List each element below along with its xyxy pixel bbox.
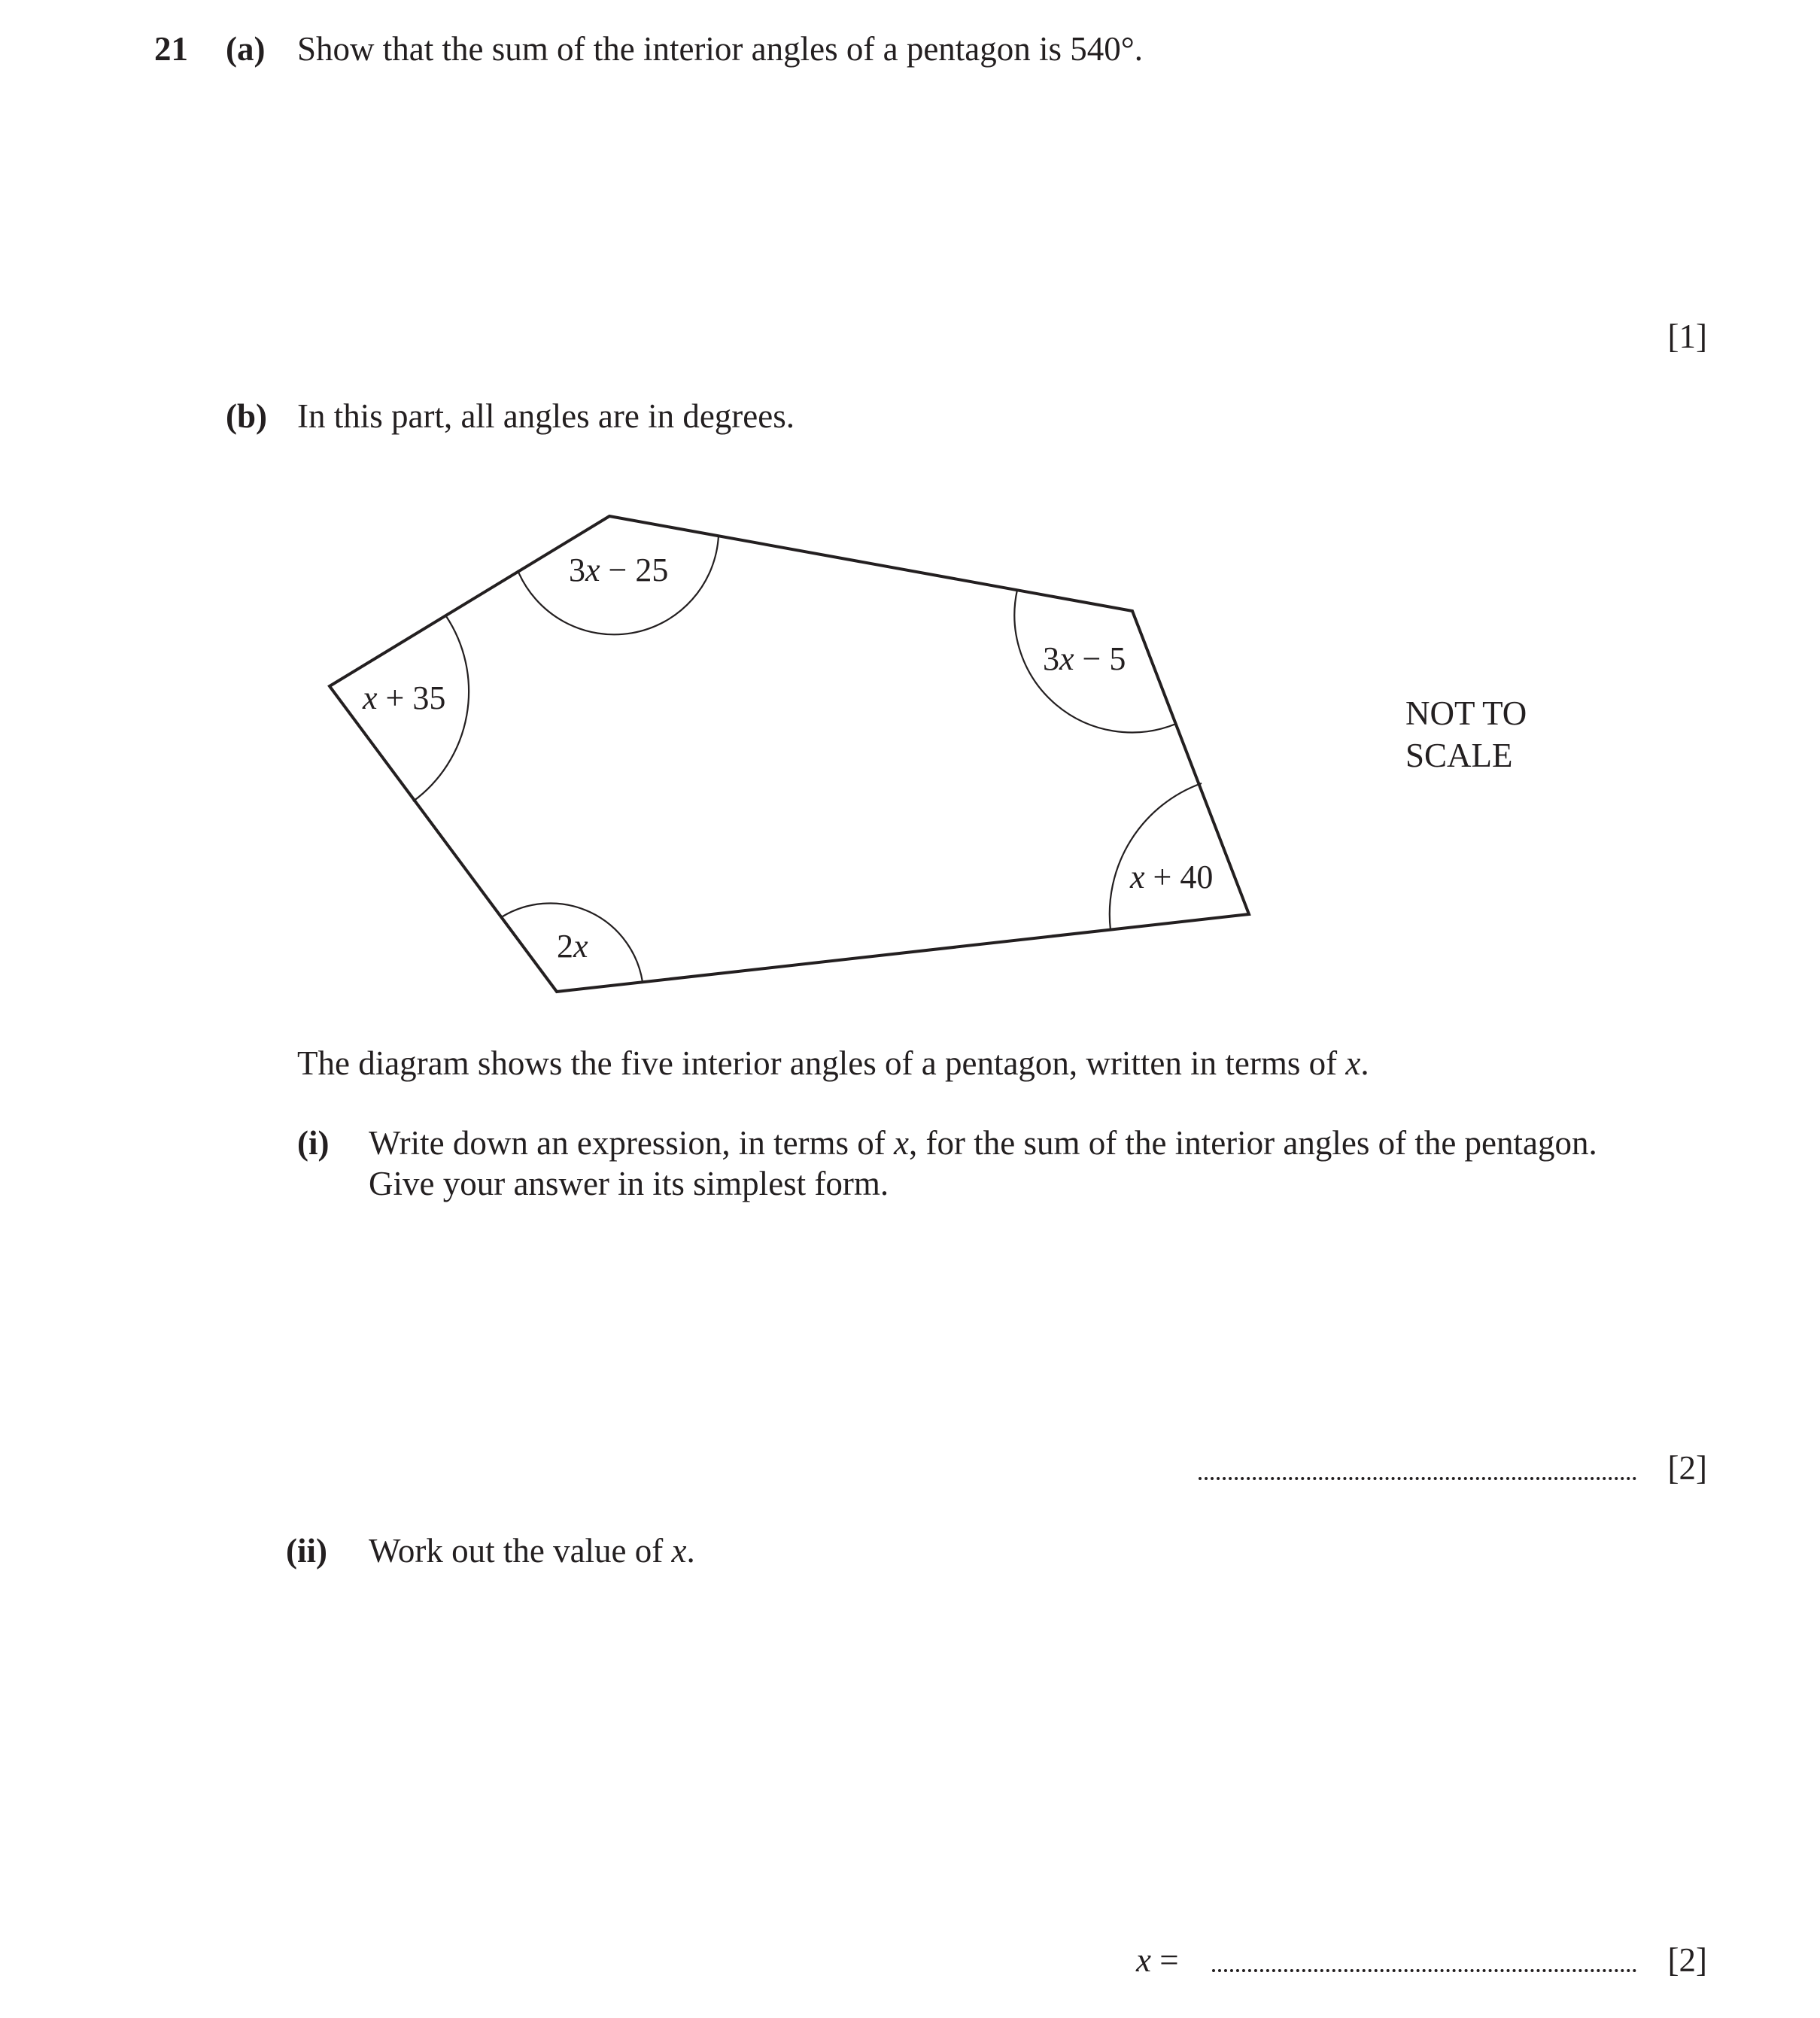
sub-i-label: (i): [297, 1124, 330, 1162]
diagram-description: The diagram shows the five interior angles of a pentagon, written in terms of x.: [297, 1044, 1369, 1082]
sub-ii-text: Work out the value of x.: [369, 1532, 695, 1570]
part-b-label: (b): [226, 397, 267, 435]
angle-arc-right-top: [1014, 590, 1176, 732]
sub-ii-marks: [2]: [1667, 1941, 1707, 1979]
not-to-scale-line1: NOT TO: [1405, 694, 1527, 732]
sub-ii-answer-prefix: x =: [1136, 1941, 1179, 1979]
angle-label-left: x + 35: [363, 679, 446, 716]
not-to-scale-note: [1405, 692, 1527, 777]
sub-ii-answer-line[interactable]: [1212, 1969, 1636, 1972]
sub-i-answer-line[interactable]: [1199, 1477, 1636, 1480]
angle-label-right-bottom: x + 40: [1130, 859, 1214, 895]
angle-label-top: 3x − 25: [569, 552, 669, 588]
angle-arc-left: [413, 616, 469, 801]
pentagon-outline: [330, 516, 1249, 992]
angle-arc-bottom-left: [503, 903, 643, 982]
part-a-label: (a): [226, 30, 266, 68]
angle-arc-right-bottom: [1110, 783, 1202, 930]
part-a-marks: [1]: [1667, 318, 1707, 355]
not-to-scale-line2: SCALE: [1405, 737, 1513, 774]
angle-label-bottom-left: 2x: [557, 928, 588, 965]
angle-label-right-top: 3x − 5: [1043, 640, 1126, 677]
angle-arc-top: [518, 536, 719, 634]
sub-i-line2: Give your answer in its simplest form.: [369, 1165, 889, 1202]
sub-i-line1: Write down an expression, in terms of x, for the sum of the interior angles of the pentagon.: [369, 1124, 1597, 1162]
sub-ii-label: (ii): [286, 1532, 327, 1570]
sub-i-marks: [2]: [1667, 1449, 1707, 1487]
part-a-text: Show that the sum of the interior angles of a pentagon is 540°.: [297, 30, 1144, 68]
part-b-text: In this part, all angles are in degrees.: [297, 397, 795, 435]
question-number: 21: [154, 30, 188, 68]
